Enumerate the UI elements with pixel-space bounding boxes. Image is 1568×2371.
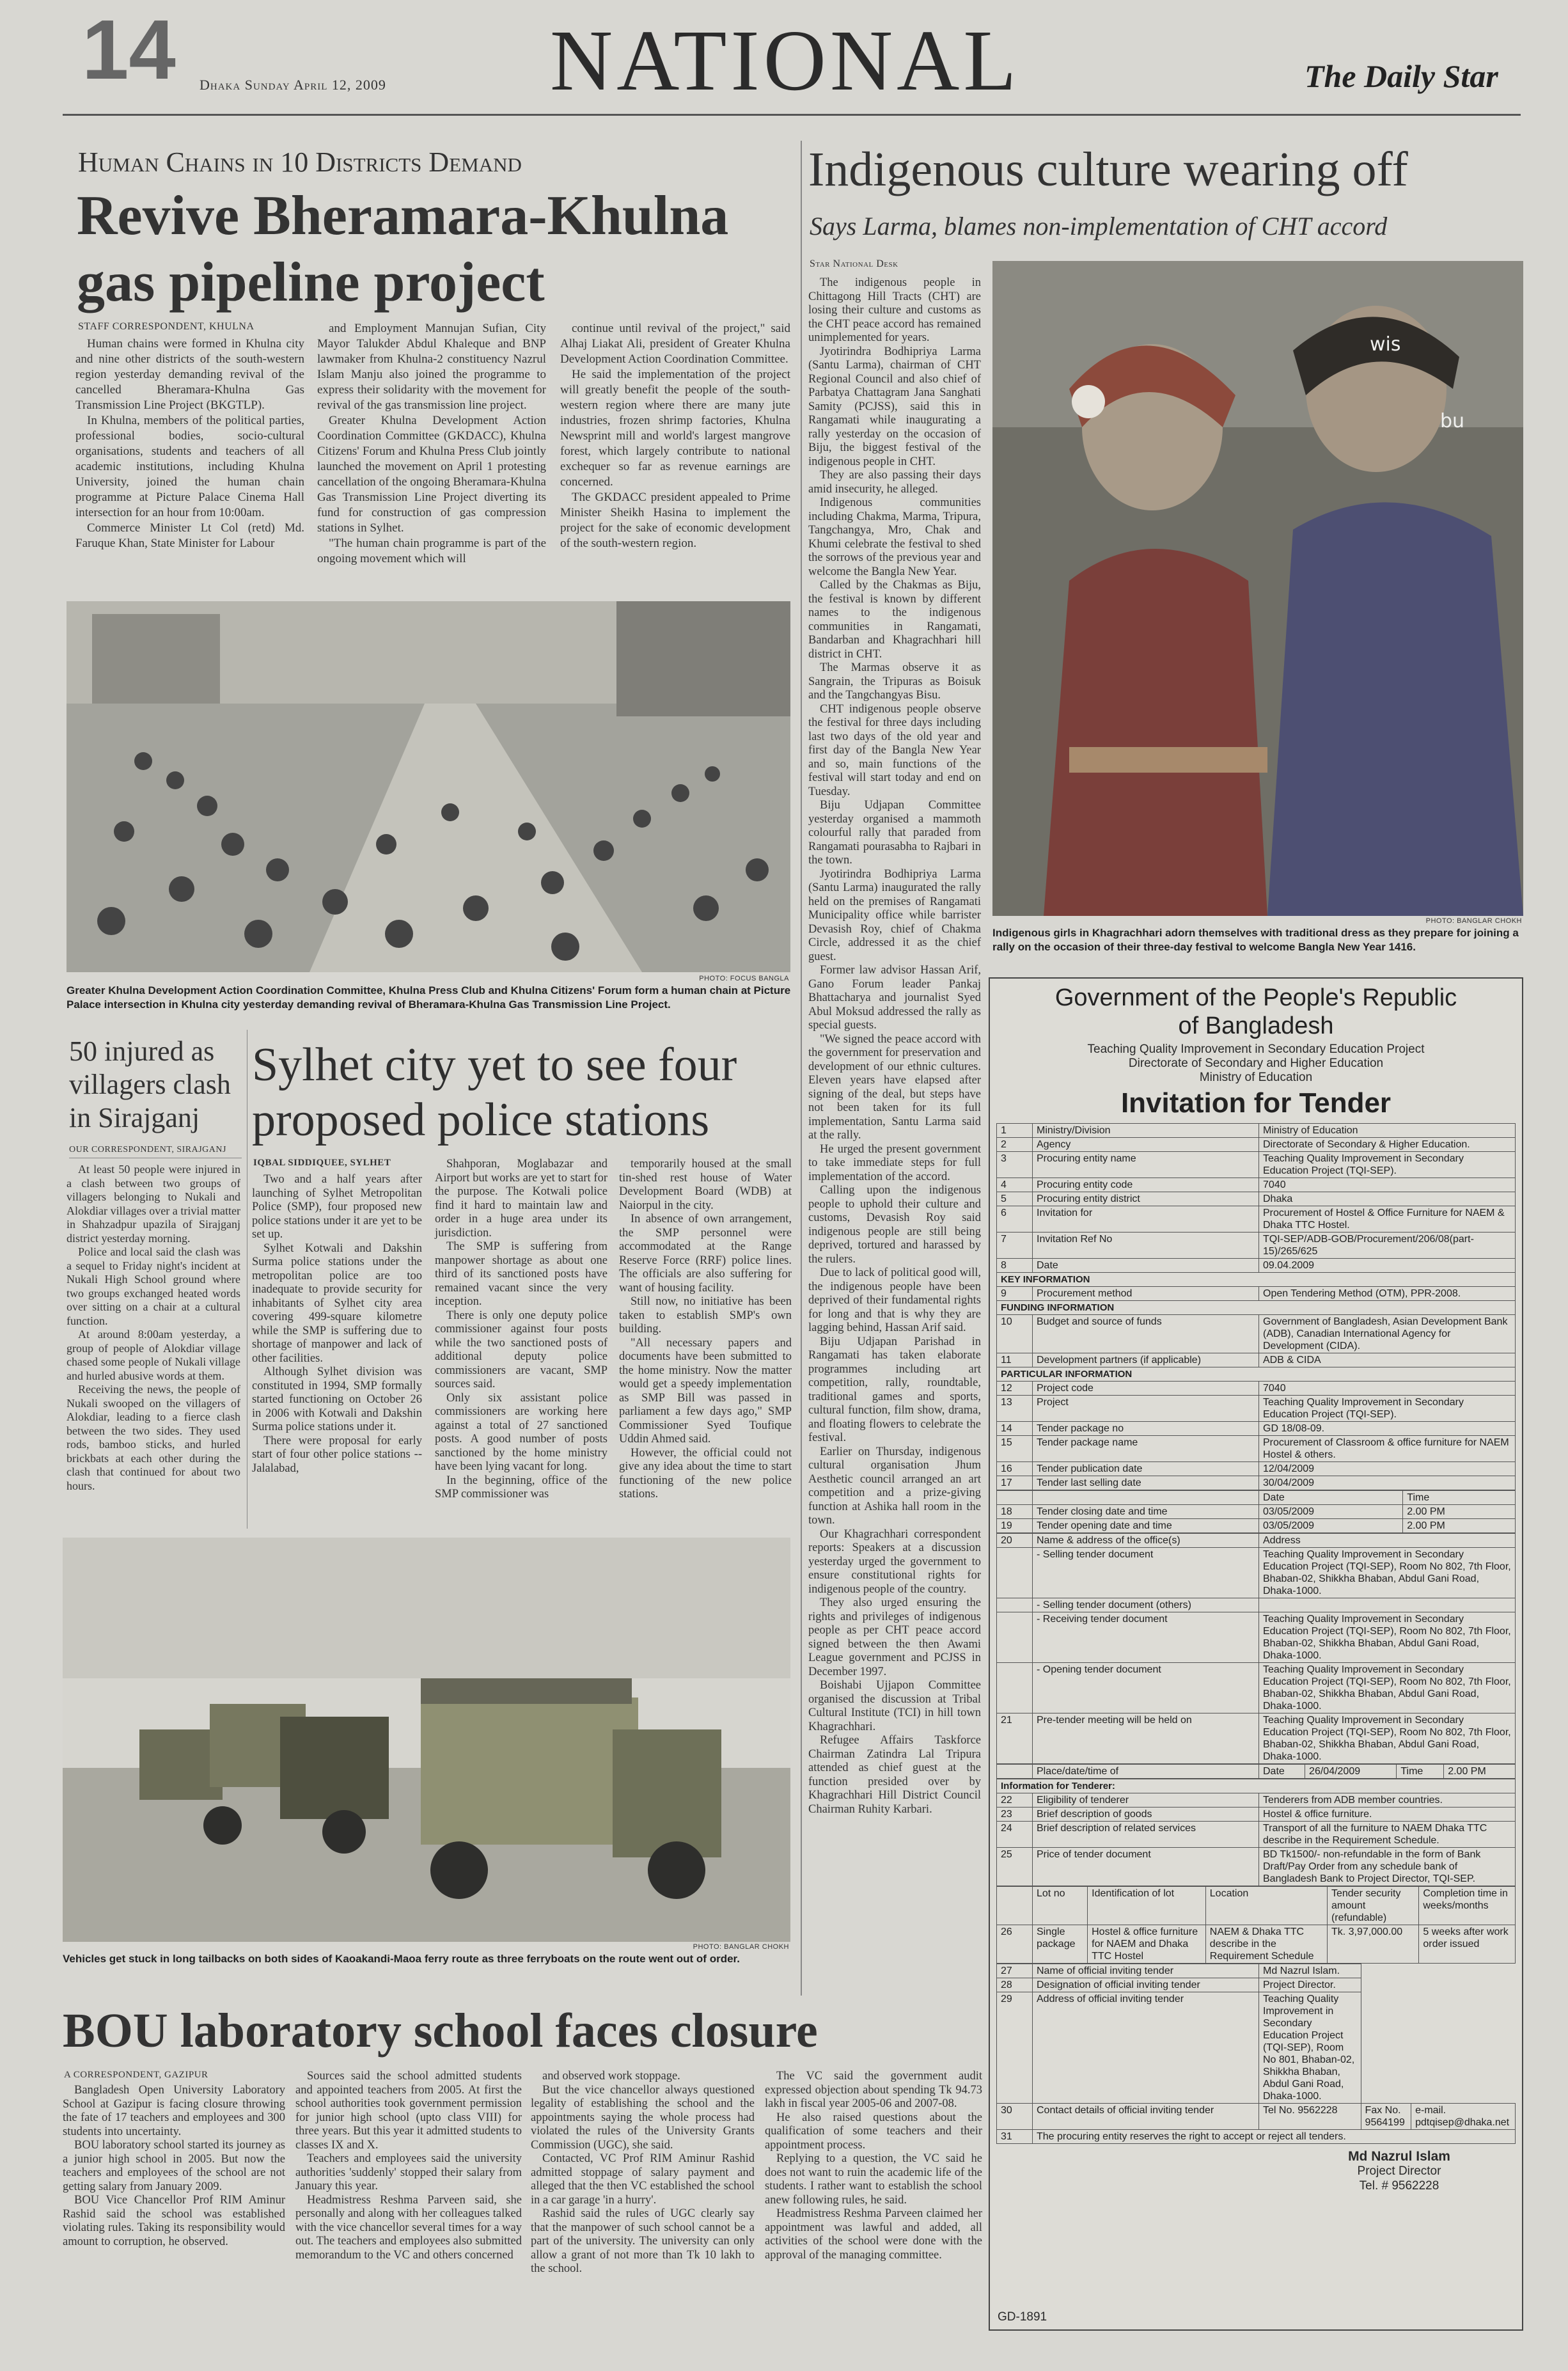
tender-tenderer-row-cell: Tenderers from ADB member countries. [1259, 1793, 1516, 1808]
photo3-credit: PHOTO: BANGLAR CHOKH [693, 1943, 789, 1951]
tender-official-row-cell: Md Nazrul Islam. [1259, 1964, 1361, 1978]
tender-row-cell: 2 [997, 1138, 1033, 1152]
tender-gov: Government of the People's Republic of Bangladesh [1054, 984, 1457, 1039]
tender-table-addresses [996, 1533, 1516, 1764]
tender-row-cell: Invitation Ref No [1033, 1233, 1259, 1259]
tender-signature [1303, 2149, 1495, 2193]
tender-row [997, 1259, 1516, 1273]
tender-row [997, 1152, 1516, 1178]
tender-row-cell: Procurement of Classroom & office furniture for NAEM Hostel & others. [1259, 1436, 1516, 1462]
place-time: 2.00 PM [1444, 1765, 1516, 1779]
tender-date-row-cell: 19 [997, 1519, 1033, 1533]
tender-section-tenderers: Information for Tenderer: [997, 1779, 1516, 1793]
tender-row-cell: Development partners (if applicable) [1033, 1353, 1259, 1367]
tender-table-tenderers [996, 1779, 1516, 1886]
tender-advertisement [989, 977, 1523, 2331]
tender-date-row [997, 1519, 1516, 1533]
place-date: 26/04/2009 [1305, 1765, 1397, 1779]
tender-row-cell: 15 [997, 1436, 1033, 1462]
tender-tenderer-row-cell: Eligibility of tenderer [1033, 1793, 1259, 1808]
lot-row-security: Tk. 3,97,000.00 [1327, 1925, 1418, 1964]
place-label: Place/date/time of [1033, 1765, 1259, 1779]
header-rule [63, 114, 1521, 116]
tender-tenderer-row [997, 1808, 1516, 1822]
tender-row-cell: 16 [997, 1462, 1033, 1476]
story2-photo-credit: PHOTO: BANGLAR CHOKH [1425, 917, 1522, 925]
story3-column: At least 50 people were injured in a clash between two groups of villagers belonging to Nukali and Alokdiar villages over a trivial matter in Shahzadpur upazila of Sirajganj district yesterday morning. Police and local said the clash was a sequel to Friday night's incident at Nukali High School ground where two groups exchanged heated words over sitting on a chair at a cultural function. At around 8:00am yesterday, a group of people of Alokdiar village chased some people of Nukali village and hurled abusive words at them. Receiving the news, the people of Nukali swooped on the villagers of Alokdiar, leading to a fierce clash between the two sides. They used rods, bamboo sticks, and hurled brickbats at each other during the clash that continued for about two hours. [67, 1163, 240, 1492]
tender-table-dates [996, 1490, 1516, 1533]
tender-address-row-cell [997, 1548, 1033, 1598]
story3-byline: OUR CORRESPONDENT, SIRAJGANJ [69, 1145, 226, 1154]
tender-date-row-cell: 03/05/2009 [1259, 1519, 1403, 1533]
tender-row-cell: Procuring entity district [1033, 1192, 1259, 1206]
time-header: Time [1403, 1491, 1516, 1505]
tender-official-row-cell: 29 [997, 1992, 1033, 2104]
indigenous-girls-photo [992, 261, 1523, 916]
tender-row-cell: Date [1033, 1259, 1259, 1273]
tender-row-cell: ADB & CIDA [1259, 1353, 1516, 1367]
tender-table-official [996, 1964, 1516, 2144]
tender-row-cell: Procuring entity code [1033, 1178, 1259, 1192]
tender-tenderer-row [997, 1793, 1516, 1808]
tender-tenderer-row [997, 1822, 1516, 1848]
tender-row-cell: Teaching Quality Improvement in Secondary Education Project (TQI-SEP). [1259, 1152, 1516, 1178]
tender-address-row-cell: - Selling tender document (others) [1033, 1598, 1259, 1612]
tender-row-cell: Tender package name [1033, 1436, 1259, 1462]
story4-col1: Two and a half years after launching of Sylhet Metropolitan Police (SMP), four proposed new police stations under it are yet to be set up. Sylhet Kotwali and Dakshin Surma police stations under the metropolitan police are too inadequate to provide security for inhabitants of Sylhet city area covering 499-square kilometre while the SMP is suffering due to shortage of manpower and lack of other facilities. Although Sylhet division was constituted in 1994, SMP formally started functioning on October 26 in 2006 with Kotwali and Dakshin Surma police stations under it. There were proposal for early start of four other police stations -- Jalalabad, [252, 1173, 422, 1475]
tender-address-row-cell: 20 [997, 1534, 1033, 1548]
tender-directorate: Directorate of Secondary and Higher Education [1128, 1057, 1384, 1070]
tender-address-row-cell: 21 [997, 1713, 1033, 1764]
tender-address-row-cell [1259, 1598, 1516, 1612]
tender-tenderer-row-cell: BD Tk1500/- non-refundable in the form of Bank Draft/Pay Order from any schedule bank of Bangladesh Bank to Project Director, TQI-SEP. [1259, 1848, 1516, 1886]
lot-row-completion: 5 weeks after work order issued [1419, 1925, 1516, 1964]
tender-date-row-cell: 2.00 PM [1403, 1505, 1516, 1519]
tender-row [997, 1382, 1516, 1396]
tender-row-cell: GD 18/08-09. [1259, 1422, 1516, 1436]
tender-row-cell: Ministry of Education [1259, 1124, 1516, 1138]
sign-name: Md Nazrul Islam [1348, 2149, 1450, 2164]
tender-address-row [997, 1598, 1516, 1612]
sign-title: Project Director [1357, 2164, 1441, 2178]
lot-header-no: Lot no [1033, 1887, 1088, 1925]
tender-address-row [997, 1663, 1516, 1713]
tender-official-row-cell: Project Director. [1259, 1978, 1361, 1992]
tender-row-cell: 7040 [1259, 1178, 1516, 1192]
photo3-caption: Vehicles get stuck in long tailbacks on both sides of Kaoakandi-Maoa ferry route as three ferryboats on the route went out of order. [63, 1953, 740, 1965]
tender-row-cell: Budget and source of funds [1033, 1315, 1259, 1353]
lot-row-location: NAEM & Dhaka TTC describe in the Requirement Schedule [1205, 1925, 1327, 1964]
tender-row-cell: Government of Bangladesh, Asian Development Bank (ADB), Canadian International Agency for Development (CIDA). [1259, 1315, 1516, 1353]
story1-col1: Human chains were formed in Khulna city and nine other districts of the south-western region yesterday demanding revival of the cancelled Bheramara-Khulna Gas Transmission Line Project (BKGTLP). In Khulna, members of the political parties, professional bodies, socio-cultural organisations, students and teachers of all academic institutions, including Khulna University, joined the human chain programme at Picture Palace Cinema Hall intersection for an hour from 10:00am. Commerce Minister Lt Col (retd) Md. Faruque Khan, State Minister for Labour [75, 337, 304, 550]
tender-tenderer-row-cell: Brief description of goods [1033, 1808, 1259, 1822]
sign-tel: Tel. # 9562228 [1359, 2179, 1439, 2193]
row31-text: The procuring entity reserves the right to accept or reject all tenders. [1033, 2130, 1516, 2144]
tender-row-cell: Tender last selling date [1033, 1476, 1259, 1490]
story3-headline: 50 injured as villagers clash in Sirajganj [69, 1036, 231, 1133]
ferry-traffic-photo [63, 1538, 790, 1942]
lot-row-id: Hostel & office furniture for NAEM and Dhaka TTC Hostel [1088, 1925, 1206, 1964]
tender-table-lot [996, 1886, 1516, 1964]
tender-row-cell: 12/04/2009 [1259, 1462, 1516, 1476]
masthead-logo: The Daily Star [1305, 58, 1498, 94]
tender-address-row-cell: - Selling tender document [1033, 1548, 1259, 1598]
tender-tenderer-row-cell: 22 [997, 1793, 1033, 1808]
tender-row-cell: Tender publication date [1033, 1462, 1259, 1476]
tender-address-row-cell [997, 1612, 1033, 1663]
tender-row-cell: Directorate of Secondary & Higher Education. [1259, 1138, 1516, 1152]
tender-row [997, 1206, 1516, 1233]
tender-row-cell: Teaching Quality Improvement in Secondary Education Project (TQI-SEP). [1259, 1396, 1516, 1422]
story4-col2: Shahporan, Moglabazar and Airport but works are yet to start for the purpose. The Kotwali police find it hard to maintain law and order in a huge area under its jurisdiction. The SMP is suffering from manpower shortage as about one third of its sanctioned posts have remained vacant since the very inception. There is only one deputy police commissioner against four posts while the two sanctioned posts of additional deputy police commissioners are vacant, SMP sources said. Only six assistant police commissioners are working here against a total of 27 sanctioned posts. A good number of posts sanctioned by the home ministry have been lying vacant for long. In the beginning, office of the SMP commissioner was [435, 1158, 608, 1501]
tender-table-top [996, 1123, 1516, 1490]
contact-number: 30 [997, 2104, 1033, 2130]
story1-caption: Greater Khulna Development Action Coordination Committee, Khulna Press Club and Khulna Citizens' Forum form a human chain at Picture Palace intersection in Khulna city yesterday demanding revival of Bheramara-Khulna Gas Transmission Line Project. [67, 984, 791, 1011]
tender-date-row [997, 1505, 1516, 1519]
tender-address-row-cell: Teaching Quality Improvement in Secondary Education Project (TQI-SEP), Room No 802, 7th Floor, Bhaban-02, Shikkha Bhaban, Abdul Gani Road, Dhaka-1000. [1259, 1548, 1516, 1598]
story2-headline: Indigenous culture wearing off [808, 143, 1408, 196]
face-paint-text-1: wis [1370, 333, 1401, 356]
lot-header-id: Identification of lot [1088, 1887, 1206, 1925]
date-header: Date [1259, 1491, 1403, 1505]
story4-col3: temporarily housed at the small tin-shed rest house of Water Development Board (WDB) at Naiorpul in the city. In absence of own arrangement, the SMP personnel were accommodated at the Range Reserve Force (RRF) police lines. The officials are also suffering for want of housing facility. Still now, no initiative has been taken to establish SMP's own building. "All necessary papers and documents have been submitted to the home ministry. Now the matter would get a speedy implementation as SMP Bill was passed in parliament a few days ago," SMP Commissioner Syed Toufique Uddin Ahmed said. However, the official could not give any idea about the time to start functioning of the new police stations. [619, 1158, 792, 1501]
story1-photo-credit: PHOTO: FOCUS BANGLA [699, 975, 789, 982]
tender-official-row-cell: Name of official inviting tender [1033, 1964, 1259, 1978]
story2-byline: Star National Desk [810, 258, 898, 269]
tender-tenderer-row-cell: 24 [997, 1822, 1033, 1848]
tender-row [997, 1178, 1516, 1192]
tender-row-cell: 9 [997, 1287, 1033, 1301]
page-number: 14 [82, 3, 176, 97]
tender-row-cell: 7040 [1259, 1382, 1516, 1396]
indigenous-girls-illustration [992, 261, 1523, 916]
contact-tel: Tel No. 9562228 [1259, 2104, 1361, 2130]
tender-address-row-cell: - Opening tender document [1033, 1663, 1259, 1713]
tender-tenderer-row-cell: Hostel & office furniture. [1259, 1808, 1516, 1822]
tender-row-cell: Agency [1033, 1138, 1259, 1152]
story5-col1: Bangladesh Open University Laboratory School at Gazipur is facing closure throwing the fate of 17 teachers and employees and 300 students into uncertainty. BOU laboratory school started its journey as a junior high school in 2005. But now the teachers and employees of the school are not getting salary from January 2009. BOU Vice Chancellor Prof RIM Aminur Rashid said the school was established violating rules. Taking its responsibility would amount to corruption, he observed. [63, 2084, 285, 2248]
tender-row-cell: Project [1033, 1396, 1259, 1422]
tender-section-funding: FUNDING INFORMATION [997, 1301, 1516, 1315]
story5-byline: A CORRESPONDENT, GAZIPUR [64, 2070, 208, 2080]
story2-column: The indigenous people in Chittagong Hill Tracts (CHT) are losing their culture and customs as the CHT peace accord has remained unimplemented for years. Jyotirindra Bodhipriya Larma (Santu Larma), chairman of CHT Regional Council and also chief of Parbatya Chattagram Jana Sanghati Samity (PCJSS), said this in Rangamati while inaugurating a rally yesterday on the occasion of Biju, the biggest festival of the indigenous people in CHT. They are also passing their days amid insecurity, he alleged. Indigenous communities including Chakma, Marma, Tripura, Tangchangya, Mro, Chak and Khumi celebrate the festival to shed the sorrows of the previous year and welcome the Bangla New Year. Called by the Chakmas as Biju, the festival is known by different names to the indigenous communities in Rangamati, Bandarban and Khagrachhari hill district in CHT. The Marmas observe it as Sangrain, the Tripuras as Boisuk and the Tangchangyas Bisu. CHT indigenous people observe the festival for three days including last two days of the old year and first day of the Bangla New Year and so, main functions of the festival will start today and end on Tuesday. Biju Udjapan Committee yesterday organised a mammoth colourful rally that paraded from Rangamati pourasabha to Rajbari in the town. Jyotirindra Bodhipriya Larma (Santu Larma) inaugurated the rally held on the premises of Rangamati Municipality office while barrister Devasish Roy, chief of Chakma Circle, addressed it as the chief guest. Former law advisor Hassan Arif, Gano Forum leader Pankaj Bhattacharya and journalist Syed Abul Moksud addressed the rally as special guests. "We signed the peace accord with the government for preservation and development of our ethnic cultures. Eleven years have elapsed after signing of the deal, but steps have not been taken for its full implementation, Santu Larma said at the rally. He urged the present government to take immediate steps for full implementation of the accord. Calling upon the indigenous people to uphold their culture and customs, Devasish Roy said indigenous people are still being deprived, tortured and harassed by the rulers. Due to lack of political good will, the indigenous people have been deprived of their fundamental rights for long and that is why they are lagging behind, Hassan Arif said. Biju Udjapan Parishad in Rangamati has taken elaborate programmes including art competition, rally, roundtable, traditional games and sports, cultural function, film show, drama, and floating flowers to celebrate the festival. Earlier on Thursday, indigenous cultural organisation Jhum Aesthetic council arranged an art competition and a prize-giving function at Ashika hall room in the town. Our Khagrachhari correspondent reports: Speakers at a discussion yesterday urged the government to ensure constitutional rights for indigenous people of the country. They also urged ensuring the rights and privileges of indigenous people as per CHT peace accord signed between the then Awami League government and PCJSS in December 1997. Boishabi Ujjapon Committee organised the discussion at Tribal Cultural Institute (TCI) in hill town Khagrachhari. Refugee Affairs Taskforce Chairman Zatindra Lal Tripura attended as chief guest at the function presided over by Khagrachhari Hill District Council Chairman Ruhity Karbari. [808, 276, 981, 1816]
story1-headline: Revive Bheramara-Khulna gas pipeline project [77, 185, 729, 313]
tender-row-cell: TQI-SEP/ADB-GOB/Procurement/206/08(part-15)/265/625 [1259, 1233, 1516, 1259]
tender-row-cell: Project code [1033, 1382, 1259, 1396]
tender-official-row-cell: Designation of official inviting tender [1033, 1978, 1259, 1992]
human-chain-illustration [67, 601, 790, 972]
tender-row-cell: Dhaka [1259, 1192, 1516, 1206]
face-paint-text-2: bu [1440, 410, 1465, 432]
human-chain-photo [67, 601, 790, 972]
tender-address-row-cell: Teaching Quality Improvement in Secondary Education Project (TQI-SEP), Room No 802, 7th Floor, Bhaban-02, Shikkha Bhaban, Abdul Gani Road, Dhaka-1000. [1259, 1663, 1516, 1713]
lot-row-no: Single package [1033, 1925, 1088, 1964]
tender-address-row-cell [997, 1598, 1033, 1612]
lot-header-location: Location [1205, 1887, 1327, 1925]
story4-byline: IQBAL SIDDIQUEE, SYLHET [253, 1158, 391, 1168]
tender-address-row [997, 1548, 1516, 1598]
tender-tenderer-row-cell: 23 [997, 1808, 1033, 1822]
tender-row-cell: 14 [997, 1422, 1033, 1436]
tender-row-cell: Tender package no [1033, 1422, 1259, 1436]
tender-official-row-cell: Teaching Quality Improvement in Secondary Education Project (TQI-SEP), Room No 801, Bhaban-02, Shikkha Bhaban, Abdul Gani Road, Dhaka-1000. [1259, 1992, 1361, 2104]
tender-date-row-cell: 18 [997, 1505, 1033, 1519]
tender-address-row [997, 1713, 1516, 1764]
tender-row-cell: 10 [997, 1315, 1033, 1353]
tender-official-row [997, 1978, 1516, 1992]
tender-title: Invitation for Tender [1120, 1087, 1392, 1119]
tender-row-cell: 09.04.2009 [1259, 1259, 1516, 1273]
contact-email: e-mail. pdtqisep@dhaka.net [1411, 2104, 1516, 2130]
place-date-label: Date [1259, 1765, 1305, 1779]
lot-header-completion: Completion time in weeks/months [1419, 1887, 1516, 1925]
tender-row [997, 1422, 1516, 1436]
story1-col2: and Employment Mannujan Sufian, City Mayor Talukder Abdul Khaleque and BNP lawmaker from Khulna-2 constituency Nazrul Islam Manju also joined the programme to express their solidarity with the movement for revival of the gas transmission line project. Greater Khulna Development Action Coordination Committee (GKDACC), Khulna Citizens' Forum and Khulna Press Club jointly launched the movement on April 1 protesting cancellation of the ongoing Bheramara-Khulna Gas Transmission Line Project diverting its fund for construction of gas compression stations in Sylhet. "The human chain programme is part of the ongoing movement which will [317, 322, 546, 565]
story5-col3: and observed work stoppage. But the vice chancellor always questioned legality of establishing the school and the appointments saying the whole process had violated the rules of the University Grants Commission (UGC), she said. Contacted, VC Prof RIM Aminur Rashid admitted stoppage of salary payment and alleged that the then VC established the school in a car garage 'in a hurry'. Rashid said the rules of UGC clearly say that the manpower of such school cannot be a part of the university. The university can only allow a grant of not more than Tk 10 lakh to the school. [531, 2070, 755, 2275]
story1-col3: continue until revival of the project," said Alhaj Liakat Ali, president of Greater Khulna Development Action Coordination Committee. He said the implementation of the project will greatly benefit the people of the south-western region where there are many jute industries, frozen shrimp factories, Khulna Newsprint mill and world's largest mangrove forest, which largely contribute to national exchequer so far as revenue earnings are concerned. The GKDACC president appealed to Prime Minister Sheikh Hasina to implement the project for the sake of economic development of the south-western region. [560, 322, 790, 550]
tender-row [997, 1353, 1516, 1367]
tender-row-cell: Invitation for [1033, 1206, 1259, 1233]
tender-section-particular: PARTICULAR INFORMATION [997, 1367, 1516, 1382]
tender-row-cell: 5 [997, 1192, 1033, 1206]
tender-date-row-cell: 2.00 PM [1403, 1519, 1516, 1533]
tender-official-row-cell: 27 [997, 1964, 1033, 1978]
tender-row-cell: 11 [997, 1353, 1033, 1367]
tender-row-cell: 4 [997, 1178, 1033, 1192]
tender-date-row-cell: Tender opening date and time [1033, 1519, 1259, 1533]
tender-tenderer-row [997, 1848, 1516, 1886]
tender-row [997, 1436, 1516, 1462]
tender-address-row-cell: Teaching Quality Improvement in Secondary Education Project (TQI-SEP), Room No 802, 7th Floor, Bhaban-02, Shikkha Bhaban, Abdul Gani Road, Dhaka-1000. [1259, 1713, 1516, 1764]
contact-fax: Fax No. 9564199 [1361, 2104, 1411, 2130]
tender-row [997, 1124, 1516, 1138]
story1-byline: STAFF CORRESPONDENT, KHULNA [78, 321, 255, 332]
tender-row-cell: 1 [997, 1124, 1033, 1138]
tender-row [997, 1462, 1516, 1476]
story2-subhead: Says Larma, blames non-implementation of CHT accord [810, 212, 1388, 240]
tender-official-row [997, 1992, 1516, 2104]
tender-row-cell: 30/04/2009 [1259, 1476, 1516, 1490]
tender-tenderer-row-cell: Transport of all the furniture to NAEM Dhaka TTC describe in the Requirement Schedule. [1259, 1822, 1516, 1848]
lot-row-number: 26 [997, 1925, 1033, 1964]
story5-col2: Sources said the school admitted students and appointed teachers from 2005. At first the school authorities took government permission for junior high school (upto class VIII) for three years. But this year it admitted students to classes IX and X. Teachers and employees said the university authorities 'suddenly' stopped their salary from January this year. Headmistress Reshma Parveen said, she personally and along with her colleagues talked with the vice chancellor several times for a way out. The teachers and employees also submitted memorandum to the VC and others concerned [295, 2070, 522, 2262]
tender-date-row-cell: 03/05/2009 [1259, 1505, 1403, 1519]
tender-address-row [997, 1612, 1516, 1663]
story4-headline: Sylhet city yet to see four proposed police stations [252, 1039, 737, 1146]
tender-official-row [997, 1964, 1516, 1978]
tender-address-row-cell [997, 1663, 1033, 1713]
place-time-label: Time [1397, 1765, 1444, 1779]
tender-row-cell: Ministry/Division [1033, 1124, 1259, 1138]
tender-address-row-cell: Address [1259, 1534, 1516, 1548]
tender-row-cell: 13 [997, 1396, 1033, 1422]
tender-official-row-cell: Address of official inviting tender [1033, 1992, 1259, 2104]
tender-tenderer-row-cell: Price of tender document [1033, 1848, 1259, 1886]
story5-headline: BOU laboratory school faces closure [63, 2004, 818, 2058]
tender-project: Teaching Quality Improvement in Secondary Education Project [1087, 1043, 1425, 1056]
tender-row [997, 1315, 1516, 1353]
tender-row-cell: 6 [997, 1206, 1033, 1233]
tender-row-cell: 3 [997, 1152, 1033, 1178]
tender-row-cell: Procuring entity name [1033, 1152, 1259, 1178]
story1-kicker: Human Chains in 10 Districts Demand [78, 146, 522, 178]
tender-official-row-cell: 28 [997, 1978, 1033, 1992]
tender-gd-number: GD-1891 [998, 2310, 1047, 2324]
tender-tenderer-row-cell: Brief description of related services [1033, 1822, 1259, 1848]
tender-address-row-cell: Name & address of the office(s) [1033, 1534, 1259, 1548]
section-title: NATIONAL [550, 13, 1021, 109]
tender-row-cell: 7 [997, 1233, 1033, 1259]
tender-section-key: KEY INFORMATION [997, 1273, 1516, 1287]
tender-row [997, 1233, 1516, 1259]
tender-ministry: Ministry of Education [1199, 1071, 1313, 1084]
dateline: Dhaka Sunday April 12, 2009 [200, 77, 386, 93]
story2-caption: Indigenous girls in Khagrachhari adorn themselves with traditional dress as they prepare for joining a rally on the occasion of their three-day festival to welcome Bangla New Year 1416. [992, 927, 1519, 953]
tender-row-cell: 17 [997, 1476, 1033, 1490]
tender-address-row-cell: - Receiving tender document [1033, 1612, 1259, 1663]
column-divider [801, 141, 802, 1996]
tender-row [997, 1287, 1516, 1301]
tender-table-place [996, 1764, 1516, 1779]
tender-row-cell: Procurement method [1033, 1287, 1259, 1301]
tender-address-row [997, 1534, 1516, 1548]
tender-row [997, 1192, 1516, 1206]
story5-col4: The VC said the government audit expressed objection about spending Tk 94.73 lakh in fiscal year 2005-06 and 2007-08. He also raised questions about the qualification of some teachers and their appointment process. Replying to a question, the VC said he does not want to ruin the academic life of the students. I rather want to establish the school anew following rules, he said. Headmistress Reshma Parveen claimed her appointment was lawful and added, all activities of the school were done with the approval of the managing committee. [765, 2070, 982, 2262]
contact-label: Contact details of official inviting tender [1033, 2104, 1259, 2130]
tender-row [997, 1138, 1516, 1152]
row31-number: 31 [997, 2130, 1033, 2144]
tender-row-cell: 12 [997, 1382, 1033, 1396]
tender-row-cell: Procurement of Hostel & Office Furniture for NAEM & Dhaka TTC Hostel. [1259, 1206, 1516, 1233]
tender-row [997, 1396, 1516, 1422]
tender-row [997, 1476, 1516, 1490]
lot-header-security: Tender security amount (refundable) [1327, 1887, 1418, 1925]
tender-date-row-cell: Tender closing date and time [1033, 1505, 1259, 1519]
tender-row-cell: 8 [997, 1259, 1033, 1273]
tender-tenderer-row-cell: 25 [997, 1848, 1033, 1886]
tender-address-row-cell: Pre-tender meeting will be held on [1033, 1713, 1259, 1764]
ferry-traffic-illustration [63, 1538, 790, 1942]
tender-row-cell: Open Tendering Method (OTM), PPR-2008. [1259, 1287, 1516, 1301]
tender-address-row-cell: Teaching Quality Improvement in Secondary Education Project (TQI-SEP), Room No 802, 7th Floor, Bhaban-02, Shikkha Bhaban, Abdul Gani Road, Dhaka-1000. [1259, 1612, 1516, 1663]
